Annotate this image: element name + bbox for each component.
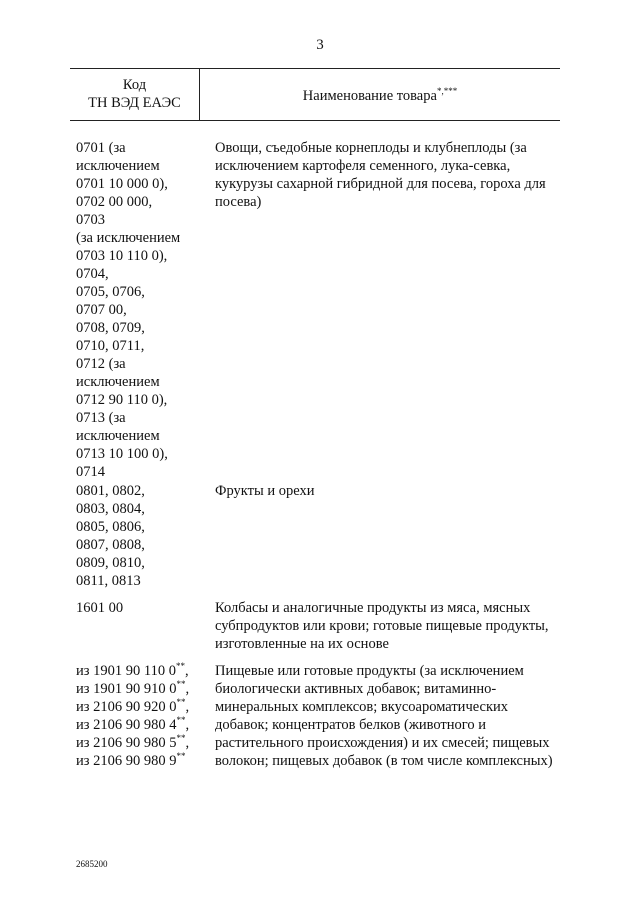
code-item [76, 680, 206, 698]
header-code: Код ТН ВЭД ЕАЭС [88, 77, 181, 111]
code-mark: ** [176, 697, 186, 707]
code-suffix: , [185, 699, 190, 715]
row-code: 0801, 0802, 0803, 0804, 0805, 0806, 0807, 0808, 0809, 0810, 0811, 0813 [76, 483, 145, 589]
codes-list [76, 662, 206, 770]
page-number: 3 [316, 37, 324, 53]
code-mark: ** [176, 715, 186, 725]
code-item [76, 662, 206, 680]
row-code [76, 662, 206, 770]
code-text: из 2106 90 980 4 [76, 717, 177, 733]
code-item [76, 752, 206, 770]
code-mark: ** [175, 661, 185, 671]
header-name [200, 87, 560, 105]
row-name: Фрукты и орехи [215, 483, 315, 499]
code-mark: ** [176, 751, 186, 761]
header-name-marks: *,*** [436, 86, 458, 96]
code-suffix: , [185, 735, 190, 751]
code-suffix: , [185, 717, 190, 733]
code-text: из 2106 90 980 9 [76, 753, 177, 769]
row-code: 1601 00 [76, 600, 124, 616]
code-text: из 2106 90 980 5 [76, 735, 177, 751]
code-item [76, 716, 206, 734]
row-name: Пищевые или готовые продукты (за исключением биологически активных добавок; витаминно-минеральных комплексов; вкусоароматических добавок; концентратов белков (животного и растительного происхождения) и их смесей; пищевых волокон; пищевых добавок (в том числе комплексных) [215, 663, 553, 769]
row-code: 0701 (за исключением 0701 10 000 0), 0702 00 000, 0703 (за исключением 0703 10 110 0), 0704, 0705, 0706, 0707 00, 0708, 0709, 0710, 0711, 0712 (за исключением 0712 90 110 0), 0713 (за исключением 0713 10 100 0), 0714 [76, 140, 181, 480]
code-item [76, 734, 206, 752]
header-name-label: Наименование товара [302, 88, 437, 104]
row-name: Колбасы и аналогичные продукты из мяса, мясных субпродуктов или крови; готовые пищевые продукты, изготовленные на их основе [215, 600, 549, 652]
code-text: из 1901 90 910 0 [76, 681, 177, 697]
code-suffix: , [185, 681, 190, 697]
code-suffix: , [184, 663, 189, 679]
code-text: из 1901 90 110 0 [76, 663, 176, 679]
header-bottom-rule [70, 120, 560, 121]
table-top-rule [70, 68, 560, 69]
document-id: 2685200 [76, 859, 108, 869]
row-name: Овощи, съедобные корнеплоды и клубнеплоды (за исключением картофеля семенного, лука-севка, кукурузы сахарной гибридной для посева, гороха для посева) [215, 140, 546, 210]
code-mark: ** [176, 679, 186, 689]
code-mark: ** [176, 733, 186, 743]
code-text: из 2106 90 920 0 [76, 699, 177, 715]
code-item [76, 698, 206, 716]
